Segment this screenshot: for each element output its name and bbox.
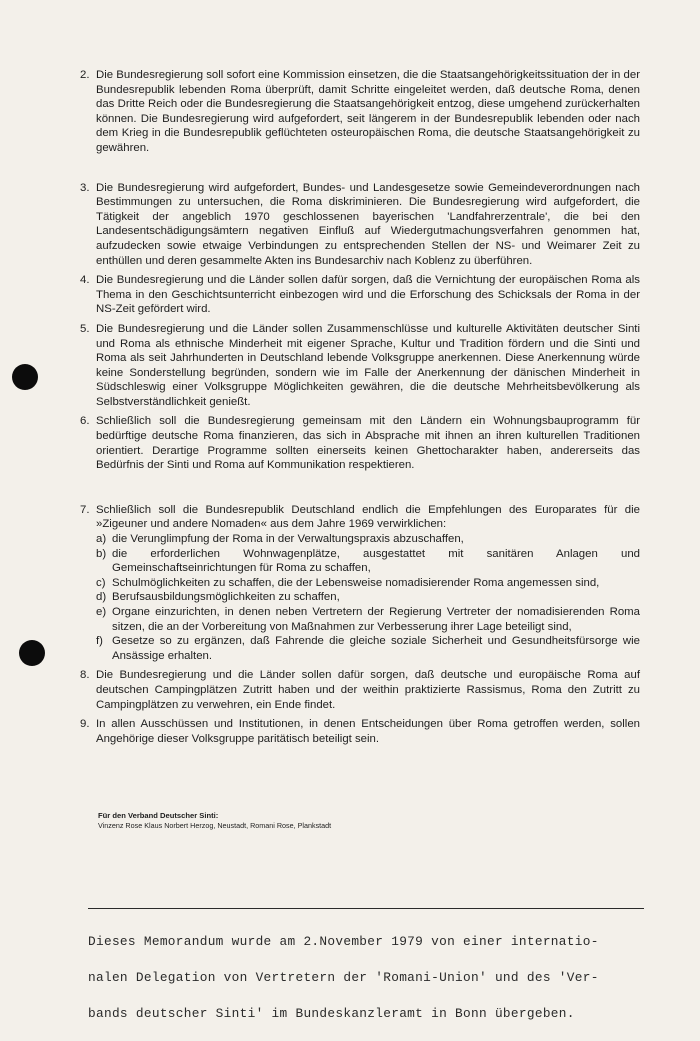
item-number: 9. bbox=[80, 718, 90, 731]
item-text: Die Bundesregierung soll sofort eine Kommission einsetzen, die die Staatsangehörigkeitssituation der in der Bundesrepublik lebenden Roma überprüft, damit Schritte eingeleitet werden, daß deutsche Roma, denen das Dritte Reich oder die Bundesregierung die Staatsangehörigkeit entzog, diese umgehend zurückerhalten können. Die Bundesregierung wird aufgefordert, seit längerem in der Bundesrepublik lebenden oder nach dem Krieg in die Bundesrepublik geflüchteten osteuropäischen Roma, die deutsche Staatsangehörigkeit zu gewähren. bbox=[96, 69, 640, 154]
item-text: Die Bundesregierung wird aufgefordert, Bundes- und Landesgesetze sowie Gemeindeverordnungen nach Bestimmungen zu untersuchen, die Roma diskriminieren. Die Bundesregierung wird aufgefordert, die Tätigkeit der angeblich 1970 geschlossenen bayerischen 'Landfahrerzentrale', die bei den Landesentschädigungsämtern negativen Einfluß auf Wiedergutmachungsverfahren genommen hat, aufzudecken sowie etwaige Verbindungen zu entsprechenden Stellen der NS- und Weimarer Zeit zu enthüllen und deren gesammelte Akten ins Bundesarchiv nach Koblenz zu überführen. bbox=[96, 181, 640, 267]
list-item bbox=[80, 322, 640, 410]
note-line: bands deutscher Sinti' im Bundeskanzleramt in Bonn übergeben. bbox=[88, 1006, 575, 1021]
sub-list bbox=[96, 532, 640, 663]
item-number: 3. bbox=[80, 181, 90, 194]
sub-letter: b) bbox=[96, 547, 107, 560]
demands-list bbox=[80, 68, 640, 746]
item-number: 5. bbox=[80, 322, 90, 335]
list-item bbox=[80, 717, 640, 746]
list-item bbox=[80, 273, 640, 317]
sub-letter: a) bbox=[96, 533, 107, 546]
sub-text: die Verunglimpfung der Roma in der Verwaltungspraxis abzuschaffen, bbox=[112, 533, 464, 546]
item-number: 8. bbox=[80, 669, 90, 682]
list-item bbox=[80, 414, 640, 472]
sub-text: Organe einzurichten, in denen neben Vertretern der Regierung Vertreter der nomadisierenden Roma sitzen, die an der Vorbereitung von Maßnahmen zur Verbesserung ihrer Lage beteiligt sind, bbox=[112, 606, 640, 633]
item-text: In allen Ausschüssen und Institutionen, in denen Entscheidungen über Roma getroffen werden, sollen Angehörige dieser Volksgruppe paritätisch beteiligt sein. bbox=[96, 718, 640, 745]
signature-block bbox=[98, 811, 578, 831]
list-item bbox=[80, 68, 640, 156]
item-number: 7. bbox=[80, 503, 90, 516]
list-item bbox=[80, 181, 640, 269]
note-line: nalen Delegation von Vertretern der 'Romani-Union' und des 'Ver- bbox=[88, 970, 599, 985]
sub-text: Schulmöglichkeiten zu schaffen, die der Lebensweise nomadisierender Roma angemessen sind, bbox=[112, 576, 600, 589]
punch-hole bbox=[19, 640, 45, 666]
divider bbox=[88, 908, 644, 909]
sub-item bbox=[96, 590, 640, 605]
list-item bbox=[80, 503, 640, 664]
typewritten-note bbox=[88, 915, 648, 1041]
sub-text: Berufsausbildungsmöglichkeiten zu schaffen, bbox=[112, 591, 340, 604]
sub-letter: e) bbox=[96, 606, 107, 618]
signature-title: Für den Verband Deutscher Sinti: bbox=[98, 811, 219, 820]
sub-item bbox=[96, 532, 640, 547]
sub-item bbox=[96, 576, 640, 591]
item-text: Die Bundesregierung und die Länder sollen Zusammenschlüsse und kulturelle Aktivitäten deutscher Sinti und Roma als ethnische Minderheit mit eigener Sprache, Kultur und Tradition fördern und die Sinti und Roma als seit Jahrhunderten in Deutschland lebende Volksgruppe anerkennen. Diese Anerkennung würde keine Sonderstellung begründen, sondern wie im Falle der Anerkennung der dänischen Minderheit in Südschleswig einer Volksgruppe Möglichkeiten gewähren, die die deutsche Mehrheitsbevölkerung als Selbstverständlichkeit genießt. bbox=[96, 322, 640, 408]
item-text: Die Bundesregierung und die Länder sollen dafür sorgen, daß deutsche und europäische Roma auf deutschen Campingplätzen Zutritt haben und der weithin praktizierte Rassismus, Roma den Zutritt zu Campingplätzen zu verwehren, ein Ende findet. bbox=[96, 669, 640, 711]
signature-names: Vinzenz Rose Klaus Norbert Herzog, Neustadt, Romani Rose, Plankstadt bbox=[98, 821, 332, 830]
item-text: Schließlich soll die Bundesrepublik Deutschland endlich die Empfehlungen des Europarates für die »Zigeuner und andere Nomaden« aus dem Jahre 1969 verwirklichen: bbox=[96, 503, 640, 531]
item-number: 6. bbox=[80, 415, 90, 428]
sub-item bbox=[96, 634, 640, 663]
item-number: 4. bbox=[80, 274, 90, 287]
note-line: Dieses Memorandum wurde am 2.November 1979 von einer internatio- bbox=[88, 934, 599, 949]
list-item bbox=[80, 668, 640, 712]
sub-text: die erforderlichen Wohnwagenplätze, ausgestattet mit sanitären Anlagen und Gemeinschaftseinrichtungen für Roma zu schaffen, bbox=[112, 547, 640, 575]
sub-letter: c) bbox=[96, 576, 106, 589]
sub-item bbox=[96, 605, 640, 634]
sub-item bbox=[96, 547, 640, 576]
sub-letter: d) bbox=[96, 591, 107, 604]
item-text: Die Bundesregierung und die Länder sollen dafür sorgen, daß die Vernichtung der europäischen Roma als Thema in den Geschichtsunterricht einbezogen wird und die Erforschung des Schicksals der Roma in der NS-Zeit gefördert wird. bbox=[96, 274, 640, 316]
sub-letter: f) bbox=[96, 635, 103, 648]
punch-hole bbox=[12, 364, 38, 390]
item-number: 2. bbox=[80, 69, 90, 81]
item-text: Schließlich soll die Bundesregierung gemeinsam mit den Ländern ein Wohnungsbauprogramm für bedürftige deutsche Roma finanzieren, das sich in Absprache mit ihnen an ihren kulturellen Traditionen orientiert. Derartige Programme sollten einerseits keinen Ghettocharakter haben, andererseits das Bedürfnis der Sinti und Roma auf Kommunikation respektieren. bbox=[96, 415, 640, 472]
sub-text: Gesetze so zu ergänzen, daß Fahrende die gleiche soziale Sicherheit und Gesundheitsfürsorge wie Ansässige erhalten. bbox=[112, 635, 640, 662]
